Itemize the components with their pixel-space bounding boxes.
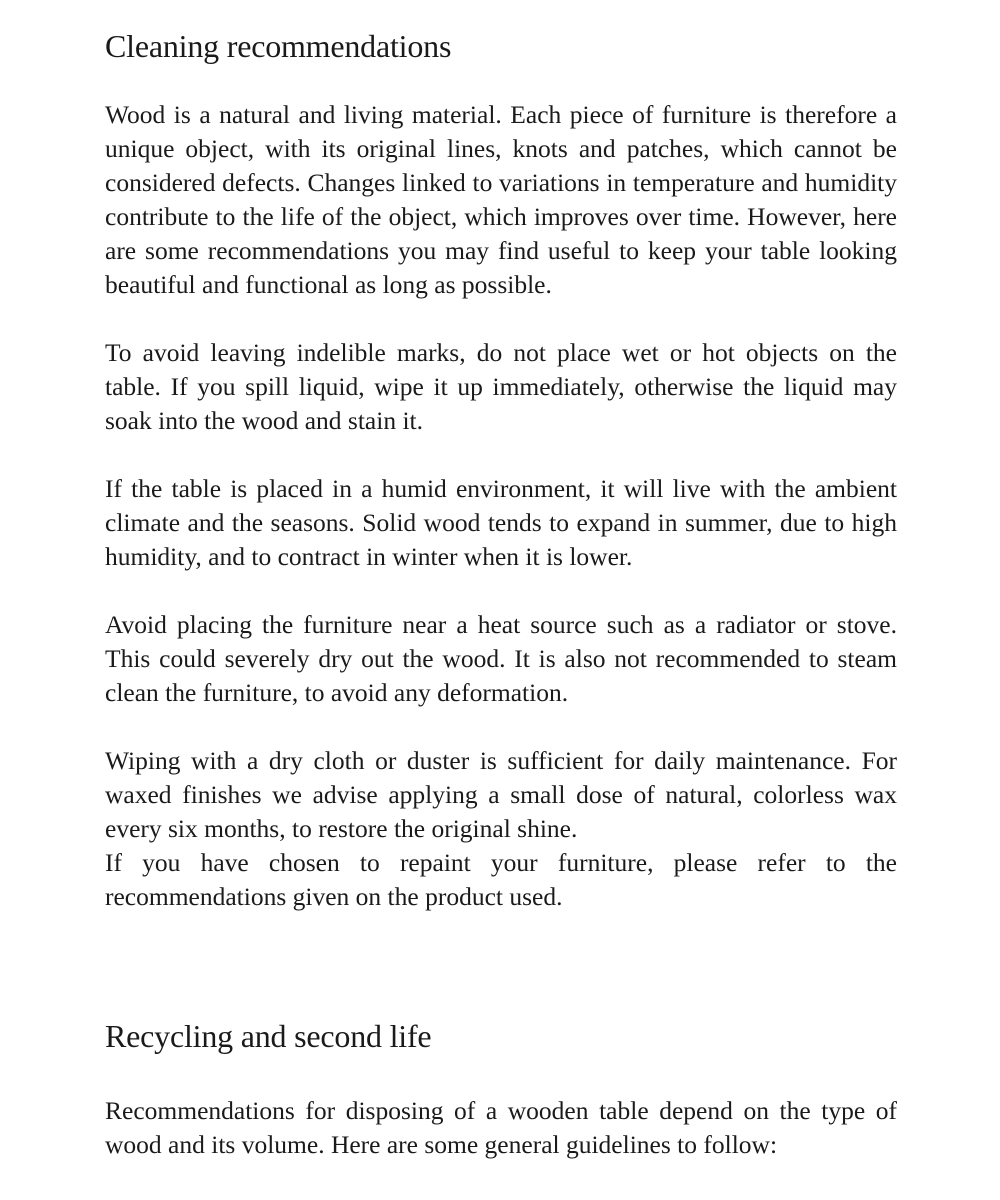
section-heading-recycling: Recycling and second life bbox=[105, 1018, 432, 1054]
paragraph-group-maintenance bbox=[105, 744, 897, 914]
paragraph-repaint: If you have chosen to repaint your furniture, please refer to the recommendations given on the product used. bbox=[105, 848, 897, 911]
paragraph-avoid-marks: To avoid leaving indelible marks, do not place wet or hot objects on the table. If you spill liquid, wipe it up immediately, otherwise the liquid may soak into the wood and stain it. bbox=[105, 338, 897, 435]
paragraph-heat-source: Avoid placing the furniture near a heat source such as a radiator or stove. This could severely dry out the wood. It is also not recommended to steam clean the furniture, to avoid any deformation. bbox=[105, 610, 897, 707]
paragraph-humid-environment: If the table is placed in a humid environment, it will live with the ambient climate and the seasons. Solid wood tends to expand in summer, due to high humidity, and to contract in winter when it is lower. bbox=[105, 474, 897, 571]
paragraph-wood-natural-material: Wood is a natural and living material. Each piece of furniture is therefore a unique object, with its original lines, knots and patches, which cannot be considered defects. Changes linked to variations in temperature and humidity contribute to the life of the object, which improves over time. However, here are some recommendations you may find useful to keep your table looking beautiful and functional as long as possible. bbox=[105, 100, 897, 299]
paragraph-daily-maintenance: Wiping with a dry cloth or duster is sufficient for daily maintenance. For waxed finishes we advise applying a small dose of natural, colorless wax every six months, to restore the original shine. bbox=[105, 746, 897, 843]
paragraph-disposal-guidelines: Recommendations for disposing of a wooden table depend on the type of wood and its volume. Here are some general guidelines to follow: bbox=[105, 1096, 897, 1159]
section-heading-cleaning: Cleaning recommendations bbox=[105, 28, 452, 64]
